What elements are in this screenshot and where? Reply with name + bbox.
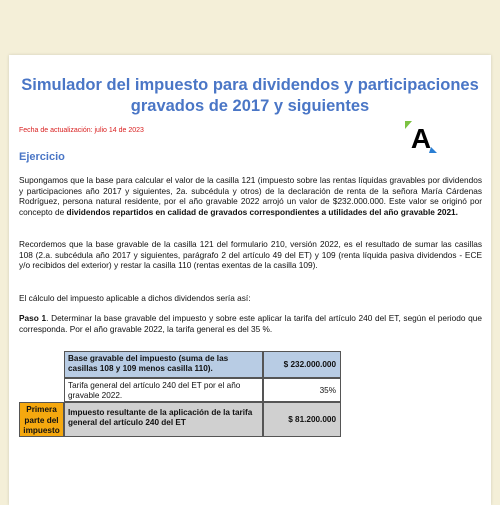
- table-row-1-label: Base gravable del impuesto (suma de las casillas 108 y 109 menos casilla 110).: [64, 351, 263, 378]
- table-row-3-label: Impuesto resultante de la aplicación de la tarifa general del artículo 240 del ET: [64, 402, 263, 437]
- page-title: [9, 75, 491, 117]
- title-line-1: Simulador del impuesto para dividendos y participaciones: [21, 76, 479, 94]
- paragraph-2: Recordemos que la base gravable de la casilla 121 del formulario 210, versión 2022, es el resultado de sumar las casillas 108 (2.a. subcédula año 2017 y siguientes, parágrafo 2 del artículo 49 del ET) y 109 (renta líquida pasiva dividendos - ECE y/o recibidos del exterior) y restar la casilla 110 (rentas exentas de la casilla 109).: [19, 239, 482, 271]
- update-date: Fecha de actualización: julio 14 de 2023: [19, 127, 144, 134]
- paragraph-1-text: Supongamos que la base para calcular el valor de la casilla 121 (impuesto sobre las rentas líquidas gravables por dividendos y participaciones año 2017 y siguientes, 2a. subcédula y otros) de la declaración de renta de la señora María Cárdenas Rodríguez, persona natural residente, por el año gravable 2022 arrojó un valor de $232.000.000. Este valor se originó por concepto de: [19, 175, 482, 217]
- actualicese-logo-icon: [403, 119, 439, 155]
- table-row-3-value: $ 81.200.000: [263, 402, 341, 437]
- step-1-label: Paso 1: [19, 313, 47, 323]
- paragraph-1-bold: dividendos repartidos en calidad de gravados correspondientes a utilidades del año gravable 2021.: [66, 206, 458, 217]
- table-row-1-value: $ 232.000.000: [263, 351, 341, 378]
- paragraph-1: [19, 175, 482, 217]
- logo-letter: A: [410, 123, 432, 154]
- title-line-2: gravados de 2017 y siguientes: [130, 97, 370, 115]
- step-1-text: . Determinar la base gravable del impuesto y sobre este aplicar la tarifa del artículo 240 del ET, según el periodo que corresponda. Por el año gravable 2022, la tarifa general es del 35 %.: [19, 313, 482, 334]
- document-page: [9, 55, 491, 505]
- section-heading: Ejercicio: [19, 151, 65, 163]
- paragraph-3: El cálculo del impuesto aplicable a dichos dividendos sería así:: [19, 293, 251, 303]
- step-1-paragraph: [19, 313, 482, 334]
- table-row-2-label: Tarifa general del artículo 240 del ET por el año gravable 2022.: [64, 378, 263, 402]
- logo-svg: [403, 119, 439, 155]
- table-side-label: Primera parte del impuesto: [19, 402, 64, 437]
- table-row-2-value: 35%: [263, 378, 341, 402]
